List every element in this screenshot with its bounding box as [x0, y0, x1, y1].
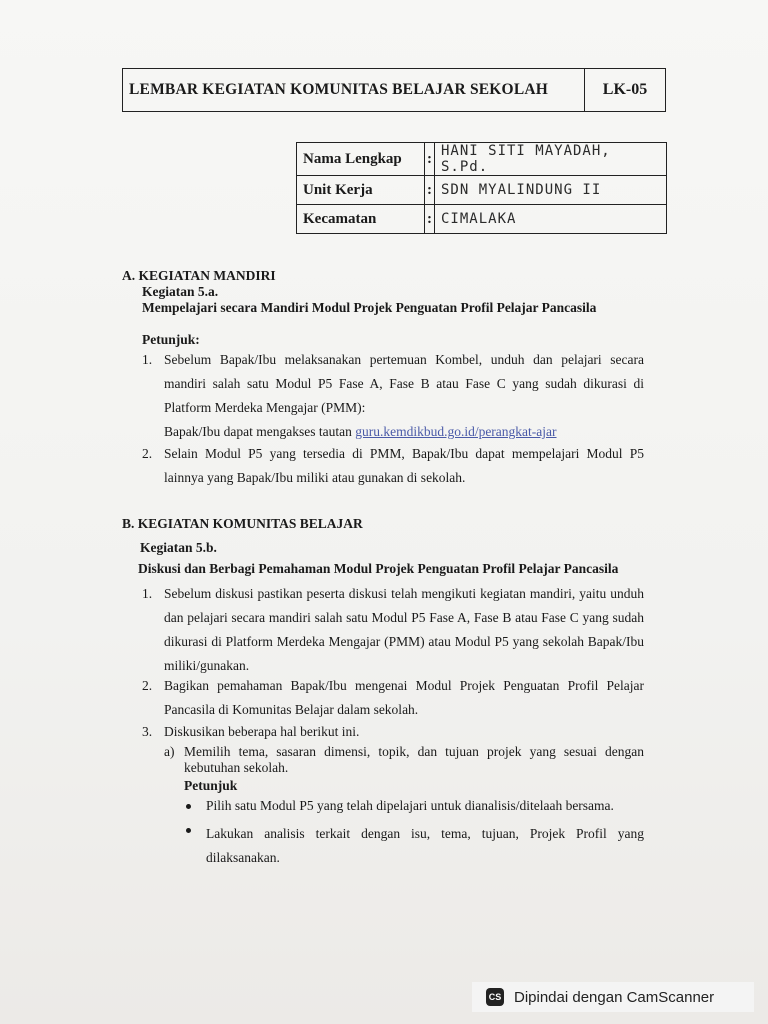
section-a-activity: Kegiatan 5.a.: [142, 284, 219, 299]
list-text: Bagikan pemahaman Bapak/Ibu mengenai Modul Projek Penguatan Profil Pelajar Pancasila di Komunitas Belajar dalam sekolah.: [164, 678, 644, 717]
identity-colon: :: [425, 143, 435, 176]
section-a-title: A. KEGIATAN MANDIRI: [122, 268, 276, 283]
perangkat-ajar-link[interactable]: guru.kemdikbud.go.id/perangkat-ajar: [355, 424, 557, 439]
identity-value-district: CIMALAKA: [435, 205, 667, 234]
section-b-title: B. KEGIATAN KOMUNITAS BELAJAR: [122, 516, 363, 531]
worksheet-title: LEMBAR KEGIATAN KOMUNITAS BELAJAR SEKOLAH: [129, 81, 549, 98]
section-a-subtitle: Mempelajari secara Mandiri Modul Projek Penguatan Profil Pelajar Pancasila: [142, 300, 597, 315]
identity-value-name: HANI SITI MAYADAH, S.Pd.: [435, 143, 667, 176]
list-text: Sebelum Bapak/Ibu melaksanakan pertemuan Kombel, unduh dan pelajari secara mandiri salah satu Modul P5 Fase A, Fase B atau Fase C yang sudah dikurasi di Platform Merdeka Mengajar (PMM):: [164, 352, 644, 415]
bullet-dot: [186, 804, 191, 809]
section-a-instruction-label: Petunjuk:: [142, 332, 200, 347]
bullet-dot: [186, 828, 191, 833]
identity-row-district: [297, 205, 667, 234]
section-b-activity: Kegiatan 5.b.: [140, 540, 217, 555]
identity-label: Nama Lengkap: [297, 143, 425, 176]
identity-row-name: [297, 143, 667, 176]
list-text: Sebelum diskusi pastikan peserta diskusi telah mengikuti kegiatan mandiri, yaitu unduh dan pelajari secara mandiri salah satu Modul P5 Fase A, Fase B atau Fase C yang sudah dikurasi di Platform Merdeka Mengajar (PMM) atau Modul P5 yang sekolah Bapak/Ibu miliki/gunakan.: [164, 586, 644, 673]
identity-colon: :: [425, 205, 435, 234]
identity-label: Kecamatan: [297, 205, 425, 234]
sub-item-text: Memilih tema, sasaran dimensi, topik, dan tujuan projek yang sesuai dengan kebutuhan sekolah.: [184, 744, 644, 775]
list-text: Diskusikan beberapa hal berikut ini.: [164, 724, 360, 739]
camscanner-logo-icon: CS: [486, 988, 504, 1006]
watermark-text: Dipindai dengan CamScanner: [514, 988, 715, 1006]
list-number: 2.: [142, 678, 153, 693]
sub-item-label: a): [164, 744, 175, 759]
bullet-text: Lakukan analisis terkait dengan isu, tema, tujuan, Projek Profil yang dilaksanakan.: [206, 826, 644, 865]
sub-item-instruction-label: Petunjuk: [184, 778, 238, 793]
worksheet-header: [122, 68, 666, 112]
bullet-text: Pilih satu Modul P5 yang telah dipelajari untuk dianalisis/ditelaah bersama.: [206, 798, 614, 813]
identity-table: [296, 142, 667, 234]
section-b-subtitle: Diskusi dan Berbagi Pemahaman Modul Projek Penguatan Profil Pelajar Pancasila: [138, 561, 619, 576]
identity-row-unit: [297, 176, 667, 205]
identity-colon: :: [425, 176, 435, 205]
list-number: 1.: [142, 352, 153, 367]
list-number: 3.: [142, 724, 153, 739]
link-prefix: Bapak/Ibu dapat mengakses tautan: [164, 424, 356, 439]
list-text: Selain Modul P5 yang tersedia di PMM, Bapak/Ibu dapat mempelajari Modul P5 lainnya yang Bapak/Ibu miliki atau gunakan di sekolah.: [164, 446, 644, 485]
list-number: 2.: [142, 446, 153, 461]
worksheet-code: LK-05: [584, 69, 665, 111]
list-number: 1.: [142, 586, 153, 601]
link-line: [164, 420, 644, 444]
camscanner-watermark: [472, 982, 754, 1012]
identity-label: Unit Kerja: [297, 176, 425, 205]
section-a-heading: [122, 268, 276, 285]
identity-value-unit: SDN MYALINDUNG II: [435, 176, 667, 205]
